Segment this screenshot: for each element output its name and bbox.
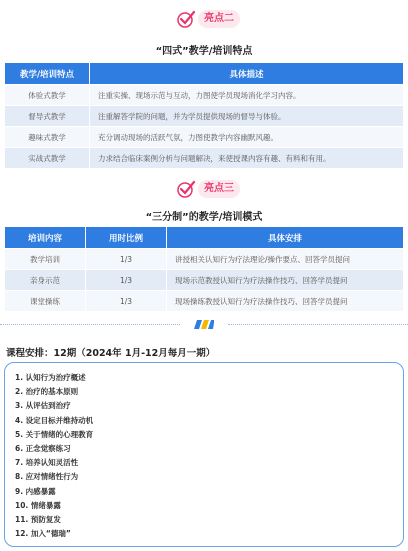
section-title: “三分制”的教学/培训模式 [145,212,263,223]
divider-line [228,324,408,325]
cell: 1/3 [86,249,166,269]
highlight-badge-3 [176,178,240,200]
cell: 讲授相关认知行为疗法理论/操作要点、回答学员提问 [167,249,403,269]
cell: 注重实操、现场示范与互动，力图使学员现场消化学习内容。 [90,85,403,105]
list-item: 3. 从评估到治疗 [15,401,71,411]
list-item: 11. 预防复发 [15,514,61,524]
list-item: 7. 培养认知灵活性 [15,458,79,468]
table-header-row [5,227,403,248]
cell: 督导式教学 [5,106,89,126]
cell: 1/3 [86,270,166,290]
checkmark-icon [176,179,196,199]
list-item: 6. 正念觉察练习 [15,443,71,453]
cell: 体验式教学 [5,85,89,105]
list-item: 12. 加入“德瑞” [15,529,71,539]
cell: 实战式教学 [5,148,89,168]
list-item: 2. 治疗的基本原则 [15,387,79,397]
cell: 力求结合临床案例分析与问题解决，来使授课内容有趣、有料和有用。 [90,148,403,168]
column-header: 具体描述 [90,63,403,84]
cell: 课堂操练 [5,291,85,311]
list-item: 1. 认知行为治疗概述 [15,373,86,382]
table-row [5,270,403,290]
cell: 注重解答学院的问题，并为学员提供现场的督导与体验。 [90,106,403,126]
cell: 1/3 [86,291,166,311]
list-item: 9. 内感暴露 [15,486,56,496]
cell: 现场示范教授认知行为疗法操作技巧、回答学员提问 [167,270,403,290]
highlight-label: 亮点二 [198,10,240,28]
column-header: 教学/培训特点 [5,63,89,84]
highlight-badge-2 [176,8,240,30]
training-mode-table [4,226,404,312]
cell: 亲身示范 [5,270,85,290]
slash-mark-icon [194,320,214,329]
cell: 教学培训 [5,249,85,269]
schedule-title: 课程安排：12期（2024年 1月-12月每月一期） [6,348,216,359]
table-row [5,148,403,168]
cell: 趣味式教学 [5,127,89,147]
list-item: 4. 设定目标并维持动机 [15,415,94,425]
section-divider [0,320,408,330]
column-header: 培训内容 [5,227,85,248]
list-item: 8. 应对情绪性行为 [15,472,79,482]
section-title: “四式”教学/培训特点 [155,46,253,57]
cell: 现场操练教授认知行为疗法操作技巧、回答学员提问 [167,291,403,311]
cell: 充分调动现场的活跃气氛，力图使教学内容幽默风趣。 [90,127,403,147]
schedule-list [15,371,403,541]
table-row [5,85,403,105]
table-row [5,127,403,147]
list-item: 5. 关于情绪的心理教育 [15,429,94,439]
column-header: 具体安排 [167,227,403,248]
table-row [5,106,403,126]
list-item: 10. 情绪暴露 [15,500,61,510]
divider-line [0,324,180,325]
table-header-row [5,63,403,84]
column-header: 用时比例 [86,227,166,248]
features-table [4,62,404,169]
checkmark-icon [176,9,196,29]
schedule-list-box [4,362,404,547]
table-row [5,291,403,311]
table-row [5,249,403,269]
highlight-label: 亮点三 [198,180,240,198]
